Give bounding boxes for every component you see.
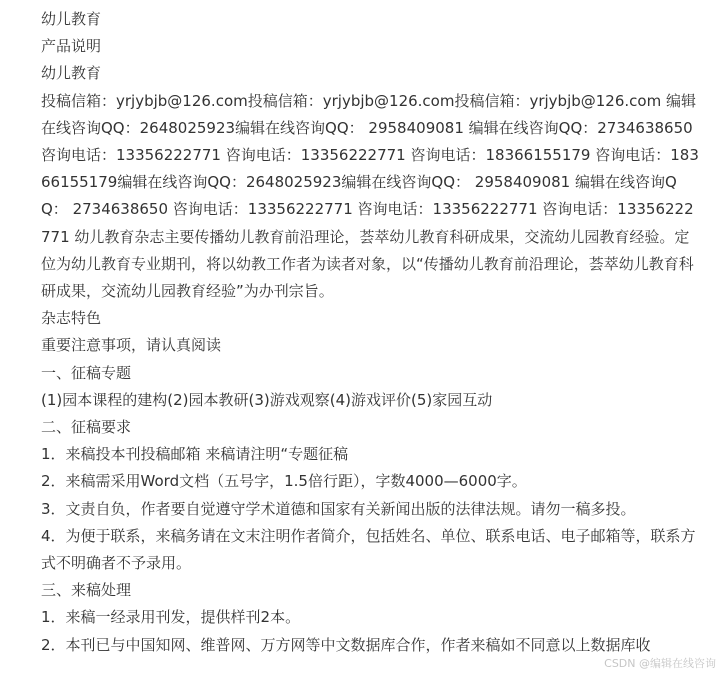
text-line: 杂志特色	[41, 309, 102, 328]
watermark: CSDN @编辑在线咨询	[604, 657, 716, 670]
section-heading: 二、征稿要求	[41, 418, 132, 437]
text-line: 重要注意事项，请认真阅读	[41, 336, 222, 355]
text-paragraph: 4．为便于联系，来稿务请在文末注明作者简介，包括姓名、单位、联系电话、电子邮箱等，联系方式不明确者不予录用。	[41, 526, 696, 573]
text-line: 1．来稿投本刊投稿邮箱 来稿请注明“专题征稿	[41, 445, 349, 464]
text-line: 2．来稿需采用Word文档（五号字，1.5倍行距），字数4000—6000字。	[41, 472, 527, 491]
text-line: 1．来稿一经录用刊发，提供样刊2本。	[41, 608, 301, 627]
text-line: 3．文责自负，作者要自觉遵守学术道德和国家有关新闻出版的法律法规。请勿一稿多投。	[41, 499, 636, 518]
text-line: 幼儿教育	[41, 64, 102, 83]
document-body	[41, 6, 701, 659]
section-heading: 三、来稿处理	[41, 581, 132, 600]
text-line: 2．本刊已与中国知网、维普网、万方网等中文数据库合作，作者来稿如不同意以上数据库收	[41, 635, 651, 654]
text-line: (1)园本课程的建构(2)园本教研(3)游戏观察(4)游戏评价(5)家园互动	[41, 390, 493, 409]
text-paragraph: 投稿信箱：yrjybjb@126.com投稿信箱：yrjybjb@126.com投稿信箱：yrjybjb@126.com 编辑在线咨询QQ：2648025923编辑在线咨询QQ： 2958409081 编辑在线咨询QQ：2734638650 咨询电话：13356222771 咨询电话：13356222771 咨询电话：18366155179 咨询电话：18366155179编辑在线咨询QQ：2648025923编辑在线咨询QQ： 2958409081 编辑在线咨询QQ： 2734638650 咨询电话：13356222771 咨询电话：13356222771 咨询电话：13356222771 幼儿教育杂志主要传播幼儿教育前沿理论，荟萃幼儿教育科研成果，交流幼儿园教育经验。定位为幼儿教育专业期刊，将以幼教工作者为读者对象，以“传播幼儿教育前沿理论，荟萃幼儿教育科研成果，交流幼儿园教育经验”为办刊宗旨。	[41, 91, 699, 301]
section-heading: 一、征稿专题	[41, 363, 132, 382]
text-line: 产品说明	[41, 37, 102, 56]
text-line: 幼儿教育	[41, 10, 102, 28]
